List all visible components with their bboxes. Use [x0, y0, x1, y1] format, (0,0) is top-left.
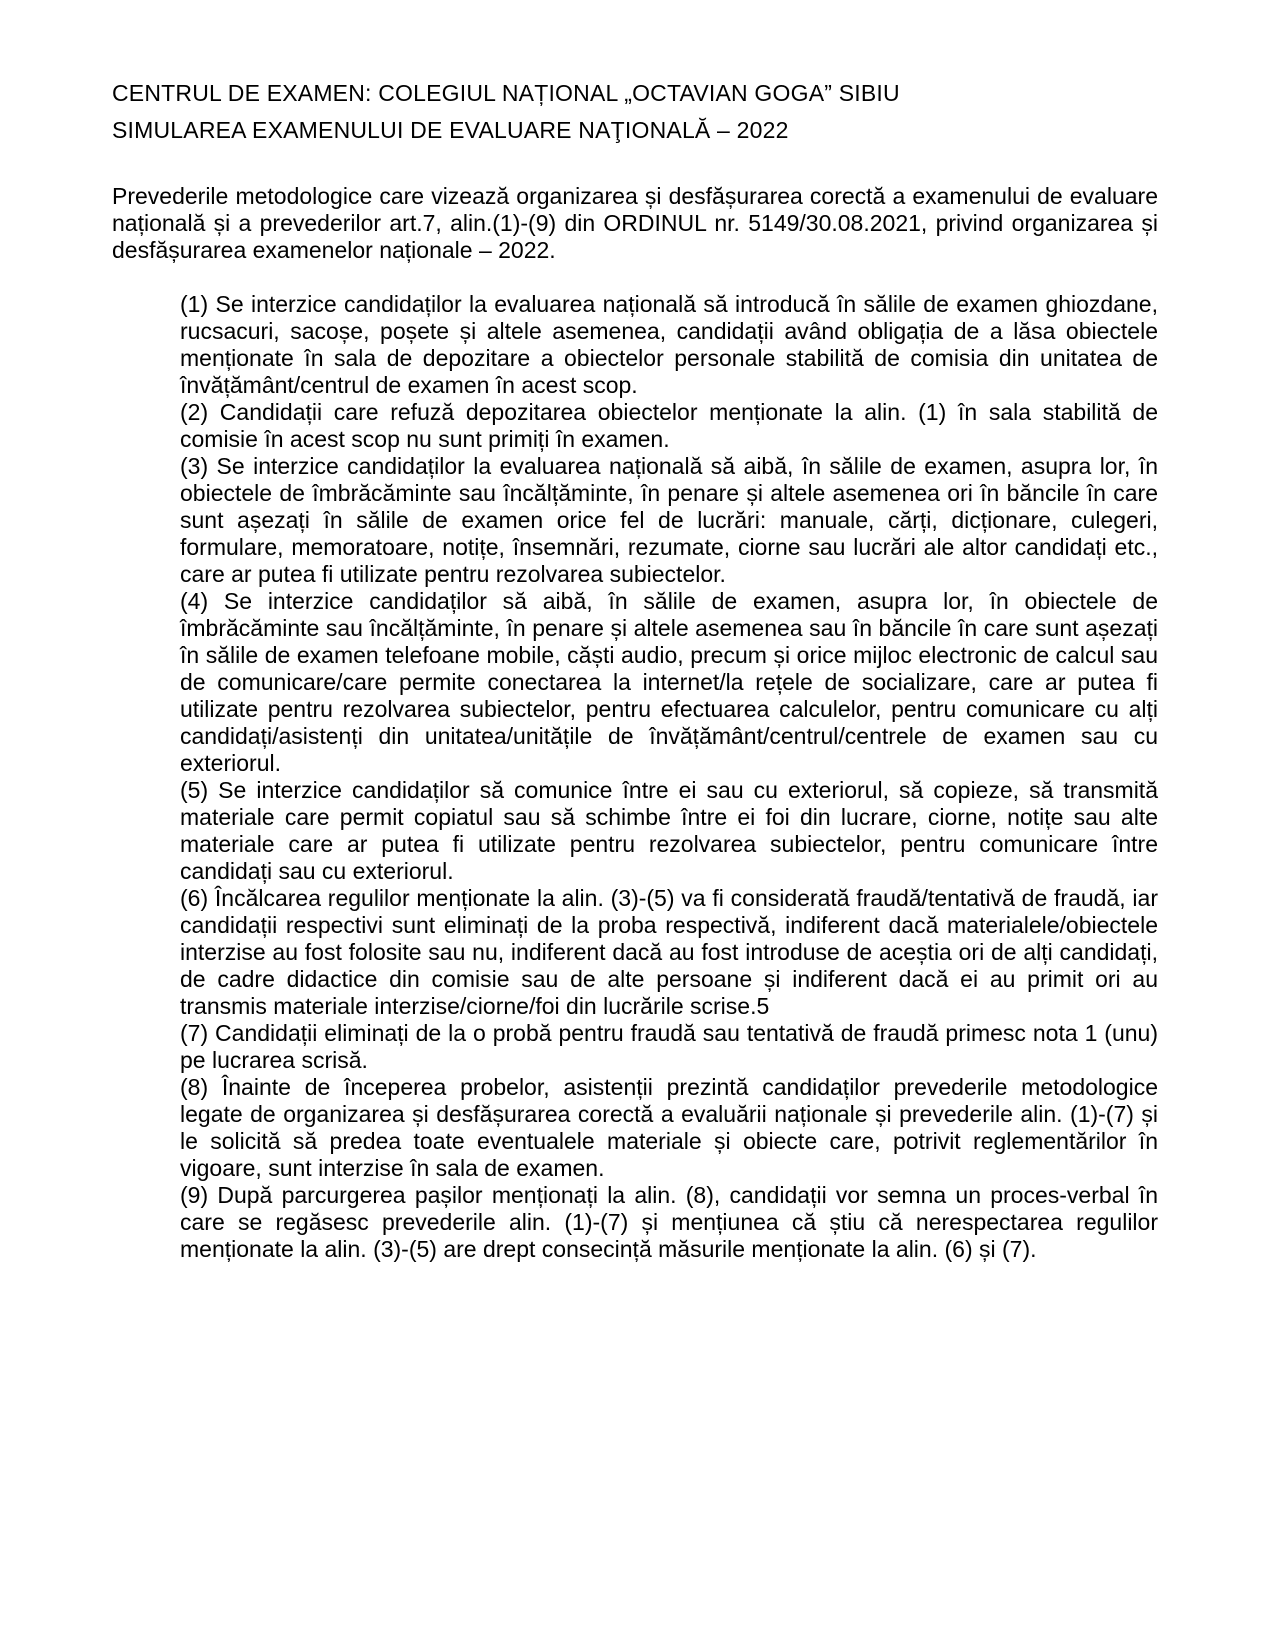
exam-center-title: CENTRUL DE EXAMEN: COLEGIUL NAȚIONAL „OCTAVIAN GOGA” SIBIU	[112, 80, 900, 106]
intro-paragraph: Prevederile metodologice care vizează organizarea și desfășurarea corectă a examenului de evaluare națională și a prevederilor art.7, alin.(1)-(9) din ORDINUL nr. 5149/30.08.2021, privind organizarea și desfășurarea examenelor naționale – 2022.	[112, 183, 1158, 263]
clause-paragraph-6: (6) Încălcarea regulilor menționate la alin. (3)-(5) va fi considerată fraudă/tentativă de fraudă, iar candidații respectivi sunt eliminați de la proba respectivă, indiferent dacă materialele/obiectele interzise au fost folosite sau nu, indiferent dacă au fost introduse de aceștia ori de alți candidați, de cadre didactice din comisie sau de alte persoane și indiferent dacă ei au primit ori au transmis materiale interzise/ciorne/foi din lucrările scrise.5	[180, 885, 1158, 1019]
clause-paragraph-3: (3) Se interzice candidaților la evaluarea națională să aibă, în sălile de examen, asupra lor, în obiectele de îmbrăcăminte sau încălțăminte, în penare și altele asemenea ori în băncile în care sunt așezați în sălile de examen orice fel de lucrări: manuale, cărți, dicționare, culegeri, formulare, memoratoare, notițe, însemnări, rezumate, ciorne sau lucrări ale altor candidați etc., care ar putea fi utilizate pentru rezolvarea subiectelor.	[180, 453, 1158, 587]
document-title: SIMULAREA EXAMENULUI DE EVALUARE NAŢIONALĂ – 2022	[112, 117, 789, 143]
clause-paragraph-8: (8) Înainte de începerea probelor, asistenții prezintă candidaților prevederile metodologice legate de organizarea și desfășurarea corectă a evaluării naționale și prevederile alin. (1)-(7) și le solicită să predea toate eventualele materiale și obiecte care, potrivit reglementărilor în vigoare, sunt interzise în sala de examen.	[180, 1074, 1158, 1181]
clauses-section	[180, 291, 1158, 1263]
clause-paragraph-7: (7) Candidații eliminați de la o probă pentru fraudă sau tentativă de fraudă primesc nota 1 (unu) pe lucrarea scrisă.	[180, 1020, 1158, 1073]
clause-paragraph-2: (2) Candidații care refuză depozitarea obiectelor menționate la alin. (1) în sala stabilită de comisie în acest scop nu sunt primiți în examen.	[180, 399, 1158, 452]
clause-paragraph-9: (9) După parcurgerea pașilor menționați la alin. (8), candidații vor semna un proces-verbal în care se regăsesc prevederile alin. (1)-(7) și mențiunea că știu că nerespectarea regulilor menționate la alin. (3)-(5) are drept consecință măsurile menționate la alin. (6) și (7).	[180, 1182, 1158, 1262]
clause-paragraph-5: (5) Se interzice candidaților să comunice între ei sau cu exteriorul, să copieze, să transmită materiale care permit copiatul sau să schimbe între ei foi din lucrare, ciorne, notițe sau alte materiale care ar putea fi utilizate pentru rezolvarea subiectelor, pentru comunicare între candidați sau cu exteriorul.	[180, 777, 1158, 884]
document-header	[112, 75, 1158, 149]
clause-paragraph-4: (4) Se interzice candidaților să aibă, în sălile de examen, asupra lor, în obiectele de îmbrăcăminte sau încălțăminte, în penare și altele asemenea sau în băncile în care sunt așezați în sălile de examen telefoane mobile, căști audio, precum și orice mijloc electronic de calcul sau de comunicare/care permite conectarea la internet/la rețele de socializare, care ar putea fi utilizate pentru rezolvarea subiectelor, pentru efectuarea calculelor, pentru comunicare cu alți candidați/asistenți din unitatea/unitățile de învățământ/centrul/centrele de examen sau cu exteriorul.	[180, 588, 1158, 776]
clause-paragraph-1: (1) Se interzice candidaților la evaluarea națională să introducă în sălile de examen ghiozdane, rucsacuri, sacoșe, poșete și altele asemenea, candidații având obligația de a lăsa obiectele menționate în sala de depozitare a obiectelor personale stabilită de comisia din unitatea de învățământ/centrul de examen în acest scop.	[180, 291, 1158, 398]
